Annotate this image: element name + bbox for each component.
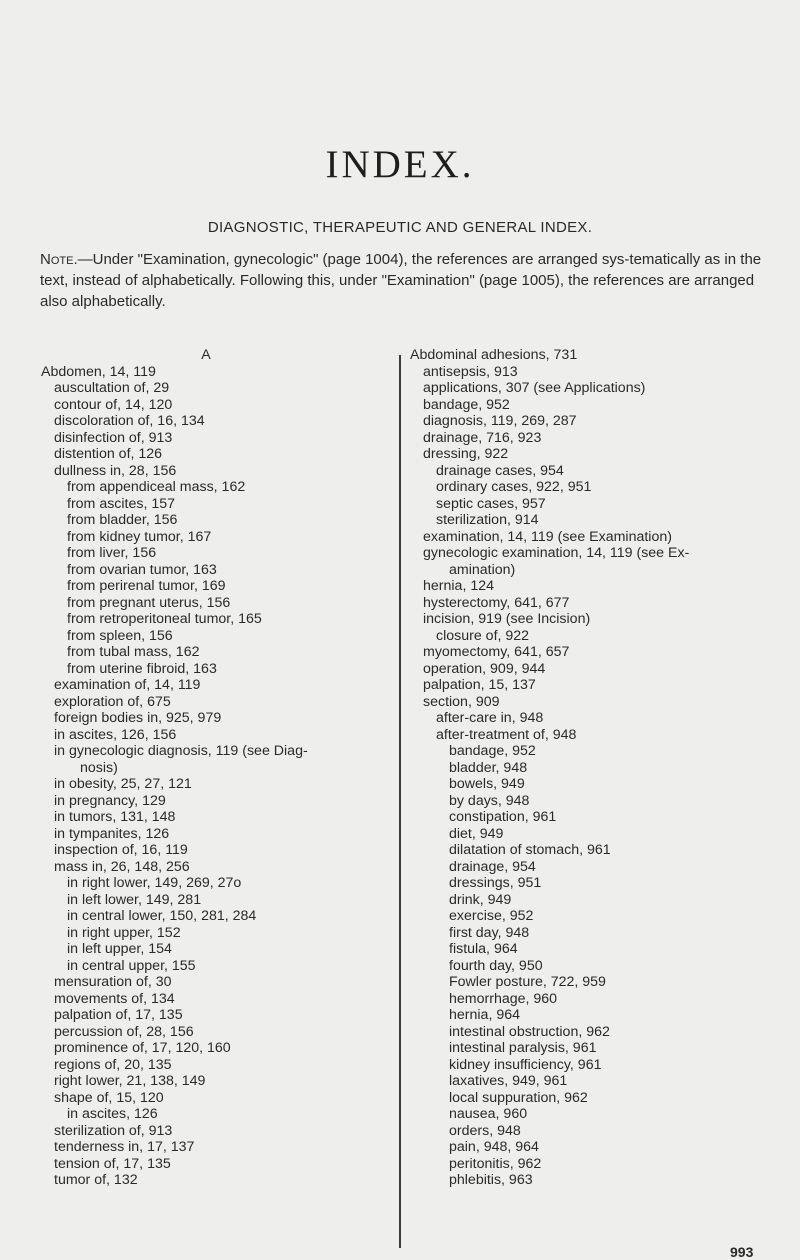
index-entry: sterilization of, 913 [54,1122,173,1139]
index-entry: fourth day, 950 [449,957,543,974]
index-entry: prominence of, 17, 120, 160 [54,1040,231,1056]
index-entry: from liver, 156 [67,545,157,561]
index-entry: section, 909 [423,693,500,710]
index-entry: orders, 948 [449,1122,521,1139]
index-subtitle: DIAGNOSTIC, THERAPEUTIC AND GENERAL INDEX. [207,219,593,236]
index-entry: peritonitis, 962 [449,1155,542,1172]
right-entries-list [410,347,780,1189]
index-note [40,249,770,312]
index-entry: septic cases, 957 [436,495,546,512]
index-entry: in tumors, 131, 148 [54,809,176,825]
index-entry: distention of, 126 [54,446,163,462]
index-entry: in pregnancy, 129 [54,792,166,809]
index-entry: from perirenal tumor, 169 [67,578,226,594]
index-entry: from ovarian tumor, 163 [67,561,217,578]
index-entry: hernia, 964 [449,1007,520,1023]
index-entry: contour of, 14, 120 [54,396,173,413]
index-entry: in ascites, 126 [67,1106,158,1122]
column-divider [399,355,401,1248]
index-entry: from kidney tumor, 167 [67,528,212,545]
left-index-column [41,347,391,1189]
index-entry: Fowler posture, 722, 959 [449,974,606,990]
index-entry: nausea, 960 [449,1106,528,1122]
index-entry: bladder, 948 [449,759,528,776]
index-entry: fistula, 964 [449,941,518,957]
index-entry: tumor of, 132 [54,1172,138,1188]
index-entry: first day, 948 [449,924,530,941]
note-lead: Note [40,251,74,268]
index-entry: Abdomen, 14, 119 [41,363,156,380]
index-entry: ordinary cases, 922, 951 [436,479,592,495]
index-entry: closure of, 922 [436,627,530,644]
index-entry: kidney insufficiency, 961 [449,1056,602,1073]
index-entry: in gynecologic diagnosis, 119 (see Diag- [54,743,308,759]
index-entry: local suppuration, 962 [449,1089,588,1106]
index-entry: phlebitis, 963 [449,1172,533,1188]
index-entry: palpation, 15, 137 [423,677,536,693]
index-entry: mensuration of, 30 [54,974,172,990]
index-entry: Abdominal adhesions, 731 [410,347,578,363]
index-entry: in left upper, 154 [67,941,172,957]
index-entry: exploration of, 675 [54,693,171,710]
right-index-column [410,347,780,1189]
index-entry: dilatation of stomach, 961 [449,842,611,858]
index-entry: in ascites, 126, 156 [54,726,177,743]
index-entry: in central lower, 150, 281, 284 [67,908,257,924]
index-entry: bandage, 952 [449,743,536,759]
index-entry: tenderness in, 17, 137 [54,1139,195,1155]
index-entry: discoloration of, 16, 134 [54,413,205,429]
index-entry: from appendiceal mass, 162 [67,479,246,495]
index-entry: in right lower, 149, 269, 27o [67,875,242,891]
index-entry: mass in, 26, 148, 256 [54,858,190,875]
index-entry: right lower, 21, 138, 149 [54,1073,206,1089]
index-entry: by days, 948 [449,792,530,809]
index-entry: applications, 307 (see Applications) [423,380,646,396]
index-entry: operation, 909, 944 [423,660,546,677]
index-entry: constipation, 961 [449,809,557,825]
left-entries-list [41,364,391,1189]
index-entry: amination) [449,561,516,578]
index-entry: dullness in, 28, 156 [54,462,177,479]
index-entry: pain, 948, 964 [449,1139,539,1155]
index-entry: dressing, 922 [423,446,509,462]
index-entry: from retroperitoneal tumor, 165 [67,611,262,627]
index-entry: incision, 919 (see Incision) [423,611,591,627]
index-entry: palpation of, 17, 135 [54,1007,183,1023]
index-entry: from bladder, 156 [67,512,178,528]
index-entry: hernia, 124 [423,578,494,594]
index-entry: regions of, 20, 135 [54,1056,172,1073]
index-entry: nosis) [80,759,118,776]
index-entry: intestinal obstruction, 962 [449,1023,610,1040]
index-entry: tension of, 17, 135 [54,1155,171,1172]
index-entry: sterilization, 914 [436,512,539,528]
index-entry: from spleen, 156 [67,627,173,644]
index-entry: gynecologic examination, 14, 119 (see Ex- [423,545,690,561]
index-entry: in obesity, 25, 27, 121 [54,776,192,792]
index-entry: drink, 949 [449,891,512,908]
index-entry: drainage, 716, 923 [423,429,542,446]
index-entry: shape of, 15, 120 [54,1089,164,1106]
index-entry: intestinal paralysis, 961 [449,1040,597,1056]
index-entry: in right upper, 152 [67,924,181,941]
index-entry: in central upper, 155 [67,957,196,974]
index-entry: from pregnant uterus, 156 [67,594,231,611]
index-entry: in left lower, 149, 281 [67,891,202,908]
index-entry: examination of, 14, 119 [54,677,201,693]
index-entry: dressings, 951 [449,875,542,891]
index-entry: after-care in, 948 [436,710,544,726]
index-entry: auscultation of, 29 [54,380,170,396]
index-entry: foreign bodies in, 925, 979 [54,710,222,726]
note-body: .—Under "Examination, gynecologic" (page 1004), the references are arranged sys-tematically as in the text, instead of alphabetically. Following this, under "Examination" (page 1005), the references are arranged also alphabetically. [40,251,762,310]
index-entry: disinfection of, 913 [54,429,173,446]
page-number: 993 [730,1244,754,1260]
index-entry: examination, 14, 119 (see Examination) [423,528,672,545]
letter-heading: A [201,347,211,363]
index-entry: bandage, 952 [423,396,510,413]
index-entry: percussion of, 28, 156 [54,1023,194,1040]
index-entry: antisepsis, 913 [423,363,518,380]
index-entry: from ascites, 157 [67,495,176,512]
index-entry: hysterectomy, 641, 677 [423,594,570,611]
index-entry: bowels, 949 [449,776,525,792]
page-title: INDEX. [325,143,475,186]
index-entry: in tympanites, 126 [54,825,170,842]
index-entry: diet, 949 [449,825,504,842]
index-entry: movements of, 134 [54,990,175,1007]
index-entry: inspection of, 16, 119 [54,842,188,858]
index-entry: after-treatment of, 948 [436,726,577,743]
index-entry: exercise, 952 [449,908,534,924]
index-entry: myomectomy, 641, 657 [423,644,570,660]
index-entry: diagnosis, 119, 269, 287 [423,413,577,429]
index-entry: hemorrhage, 960 [449,990,558,1007]
index-entry: from tubal mass, 162 [67,644,200,660]
index-entry: from uterine fibroid, 163 [67,660,217,677]
index-entry: drainage, 954 [449,858,536,875]
index-entry: drainage cases, 954 [436,462,564,479]
index-entry: laxatives, 949, 961 [449,1073,568,1089]
